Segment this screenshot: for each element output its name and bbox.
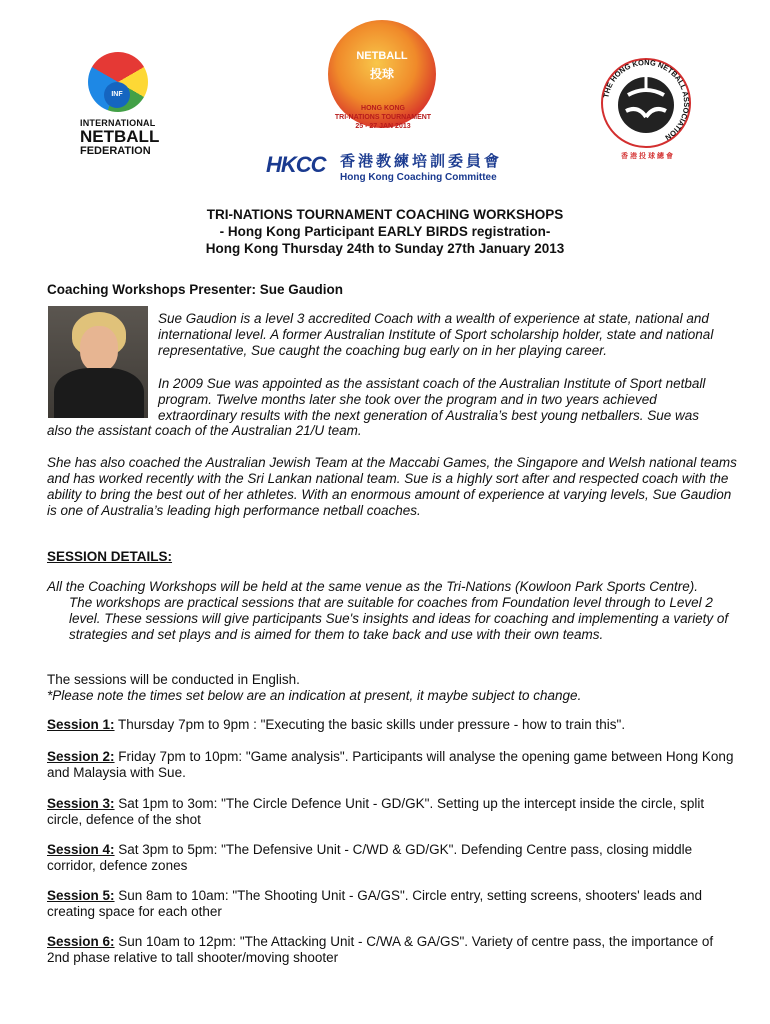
language-text: The sessions will be conducted in English. xyxy=(47,672,300,687)
inf-text-line1: INTERNATIONAL xyxy=(80,118,156,128)
hkcc-chinese: 香港教練培訓委員會 xyxy=(340,152,503,170)
presenter-heading: Coaching Workshops Presenter: Sue Gaudion xyxy=(47,282,344,297)
session-1-label: Session 1: xyxy=(47,717,115,732)
bio-paragraph-2a: In 2009 Sue was appointed as the assistant coach of the Australian Institute of Sport netball program. Twelve months later she took over the program and in two years achieved extraordinary results with the next generation of Australia’s best young netballers. Sue was xyxy=(158,376,706,423)
presenter-photo xyxy=(48,306,148,418)
tri-line3: 25 - 27 JAN 2013 xyxy=(355,123,411,130)
bio-paragraph-1: Sue Gaudion is a level 3 accredited Coach with a wealth of experience at state, national and international level. A former Australian Institute of Sport scholarship holder, state and national representative, Sue caught the coaching bug early on in her playing career. xyxy=(158,311,714,358)
venue-rest: The workshops are practical sessions that are suitable for coaches from Foundation level through to Level 2 level. These sessions will give participants Sue's insights and ideas for coaching and implementing a variety of strategies and set plays and is aimed for them to take back and use with their own teams. xyxy=(69,595,729,642)
language-block xyxy=(47,672,737,704)
session-6-text: Sun 10am to 12pm: "The Attacking Unit - C/WA & GA/GS". Variety of centre pass, the importance of 2nd phase relative to tall shooter/moving shooter xyxy=(47,934,714,965)
inf-ball-label: INF xyxy=(104,82,130,108)
hkcc-mark: HKCC xyxy=(266,152,326,177)
tri-chinese-text: 投球 xyxy=(369,67,394,81)
inf-text-line3: FEDERATION xyxy=(80,145,151,157)
tri-nations-logo xyxy=(308,20,458,160)
session-2 xyxy=(47,749,737,781)
session-4-text: Sat 3pm to 5pm: "The Defensive Unit - C/WD & GD/GK". Defending Centre pass, closing middle corridor, defence zones xyxy=(47,842,693,873)
session-3-text: Sat 1pm to 3om: "The Circle Defence Unit - GD/GK". Setting up the intercept inside the circle, split circle, defence of the shot xyxy=(47,796,705,827)
session-2-text: Friday 7pm to 10pm: "Game analysis". Participants will analyse the opening game between Hong Kong and Malaysia with Sue. xyxy=(47,749,734,780)
photo-face xyxy=(80,326,118,372)
session-details-heading: SESSION DETAILS: xyxy=(47,549,173,564)
session-5-label: Session 5: xyxy=(47,888,115,903)
inf-ball-icon xyxy=(88,52,148,112)
hkna-logo xyxy=(598,55,698,160)
session-3 xyxy=(47,796,737,828)
session-5-text: Sun 8am to 10am: "The Shooting Unit - GA/GS". Circle entry, setting screens, shooters' leads and creating space for each other xyxy=(47,888,702,919)
venue-paragraph xyxy=(47,579,737,643)
session-3-label: Session 3: xyxy=(47,796,115,811)
session-1-text: Thursday 7pm to 9pm : "Executing the basic skills under pressure - how to train this". xyxy=(114,717,626,732)
tri-netball-text: NETBALL xyxy=(356,50,408,62)
title-line3: Hong Kong Thursday 24th to Sunday 27th January 2013 xyxy=(205,241,565,256)
session-4 xyxy=(47,842,737,874)
title-line2: - Hong Kong Participant EARLY BIRDS registration- xyxy=(219,224,551,239)
session-5 xyxy=(47,888,737,920)
tri-line1: HONG KONG xyxy=(361,105,405,112)
hkcc-logo xyxy=(262,150,512,190)
inf-text-line2: NETBALL xyxy=(80,127,160,146)
session-2-label: Session 2: xyxy=(47,749,115,764)
tri-line2: TRI-NATIONS TOURNAMENT xyxy=(334,114,432,121)
bio-paragraph-2b: also the assistant coach of the Australian 21/U team. xyxy=(47,423,362,438)
session-4-label: Session 4: xyxy=(47,842,115,857)
bio-paragraph-3: She has also coached the Australian Jewish Team at the Maccabi Games, the Singapore and Welsh national teams and has worked recently with the Sri Lankan national team. Sue is a highly sort after and respected coach with the ability to bring the best out of her athletes. With an enormous amount of experience at varying levels, Sue Gaudion is one of Australia’s leading high performance netball coaches. xyxy=(47,455,737,518)
tri-lines xyxy=(308,104,458,131)
session-1 xyxy=(47,717,737,733)
hkna-ring-text xyxy=(598,55,698,155)
title-line1: TRI-NATIONS TOURNAMENT COACHING WORKSHOPS xyxy=(206,207,564,222)
svg-text:THE HONG KONG NETBALL ASSOCIAT: THE HONG KONG NETBALL ASSOCIATION xyxy=(601,57,692,143)
hkna-chinese: 香港投球總會 xyxy=(621,153,675,160)
inf-logo xyxy=(80,52,170,157)
session-6 xyxy=(47,934,737,966)
page-title xyxy=(0,206,770,257)
times-note: *Please note the times set below are an indication at present, it maybe subject to change. xyxy=(47,688,582,703)
venue-first: All the Coaching Workshops will be held at the same venue as the Tri-Nations (Kowloon Park Sports Centre). xyxy=(47,579,699,594)
hkcc-english: Hong Kong Coaching Committee xyxy=(340,172,497,183)
photo-body xyxy=(54,368,144,418)
session-6-label: Session 6: xyxy=(47,934,115,949)
